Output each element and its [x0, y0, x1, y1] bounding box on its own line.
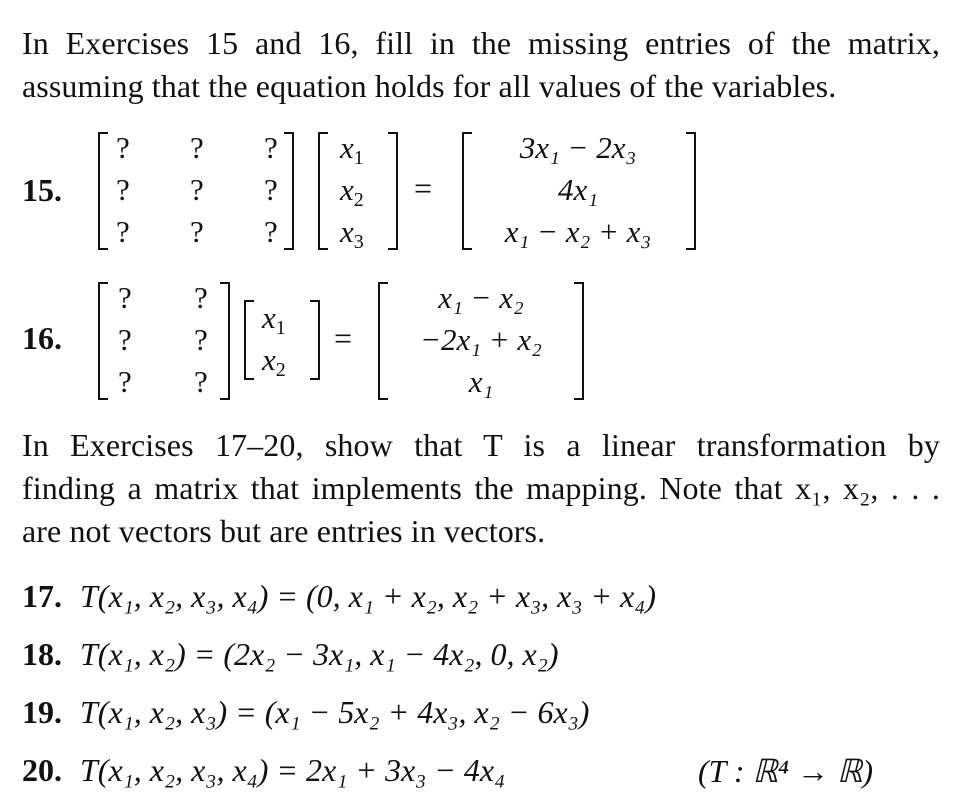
left-bracket [244, 300, 254, 380]
result-entry: 3x₁ − 2x₃ [519, 130, 637, 165]
exercise-17 [22, 578, 656, 615]
exercise-20 [22, 752, 940, 796]
instructions-line-1: In Exercises 17–20, show that T is a linear transformation by [22, 427, 940, 463]
exercise-formula: T(x₁, x₂) = (2x₂ − 3x₁, x₁ − 4x₂, 0, x₂) [80, 636, 559, 672]
equals-sign: = [414, 170, 433, 206]
result-entry: x₁ − x₂ + x₃ [504, 214, 652, 249]
unknown-entry: ? [116, 214, 130, 249]
unknown-entry: ? [194, 280, 208, 315]
right-bracket [284, 132, 294, 250]
unknown-entry: ? [194, 364, 208, 399]
left-bracket [378, 282, 388, 400]
right-bracket [686, 132, 696, 250]
unknown-entry: ? [190, 130, 204, 165]
unknown-entry: ? [264, 214, 278, 249]
vector-entry: $x_1$ [340, 130, 364, 169]
unknown-entry: ? [190, 172, 204, 207]
equals-sign: = [334, 320, 353, 356]
instructions-17-20 [22, 424, 940, 553]
unknown-entry: ? [264, 130, 278, 165]
exercise-number: 18. [22, 636, 62, 672]
right-bracket [574, 282, 584, 400]
exercise-formula: T(x₁, x₂, x₃, x₄) = (0, x₁ + x₂, x₂ + x₃, x₃ + x₄) [80, 578, 657, 614]
result-entry: x₁ [468, 364, 494, 399]
exercise-number: 15. [22, 172, 62, 208]
left-bracket [98, 282, 108, 400]
unknown-entry: ? [118, 280, 132, 315]
exercise-formula: T(x₁, x₂, x₃) = (x₁ − 5x₂ + 4x₃, x₂ − 6x₃) [80, 694, 590, 730]
exercise-formula: T(x₁, x₂, x₃, x₄) = 2x₁ + 3x₃ − 4x₄ [80, 752, 506, 788]
right-bracket [220, 282, 230, 400]
exercise-number: 19. [22, 694, 62, 730]
vector-entry: $x_2$ [340, 172, 364, 211]
vector-entry: $x_1$ [262, 300, 286, 339]
unknown-entry: ? [116, 130, 130, 165]
result-entry: −2x₁ + x₂ [420, 322, 542, 357]
instructions-line-2: finding a matrix that implements the mapping. Note that x₁, x₂, . . . [22, 470, 940, 506]
left-bracket [462, 132, 472, 250]
unknown-entry: ? [194, 322, 208, 357]
unknown-entry: ? [118, 322, 132, 357]
vector-entry: $x_2$ [262, 342, 286, 381]
right-bracket [388, 132, 398, 250]
unknown-entry: ? [264, 172, 278, 207]
result-entry: 4x₁ [557, 172, 599, 207]
unknown-entry: ? [116, 172, 130, 207]
exercise-18 [22, 636, 559, 673]
unknown-entry: ? [118, 364, 132, 399]
result-entry: x₁ − x₂ [438, 280, 524, 315]
left-bracket [98, 132, 108, 250]
codomain-note: (T : ℝ⁴ → ℝ) [698, 753, 873, 789]
instructions-15-16 [22, 22, 940, 108]
instructions-line-1: In Exercises 15 and 16, fill in the missing entries of the matrix, [22, 25, 940, 61]
instructions-line-3: are not vectors but are entries in vectors. [22, 513, 546, 549]
instructions-line-2: assuming that the equation holds for all values of the variables. [22, 68, 837, 104]
exercise-number: 17. [22, 578, 62, 614]
exercise-19 [22, 694, 589, 731]
right-bracket [310, 300, 320, 380]
exercise-number: 16. [22, 320, 62, 356]
left-bracket [318, 132, 328, 250]
vector-entry: $x_3$ [340, 214, 364, 253]
unknown-entry: ? [190, 214, 204, 249]
exercise-number: 20. [22, 752, 62, 788]
